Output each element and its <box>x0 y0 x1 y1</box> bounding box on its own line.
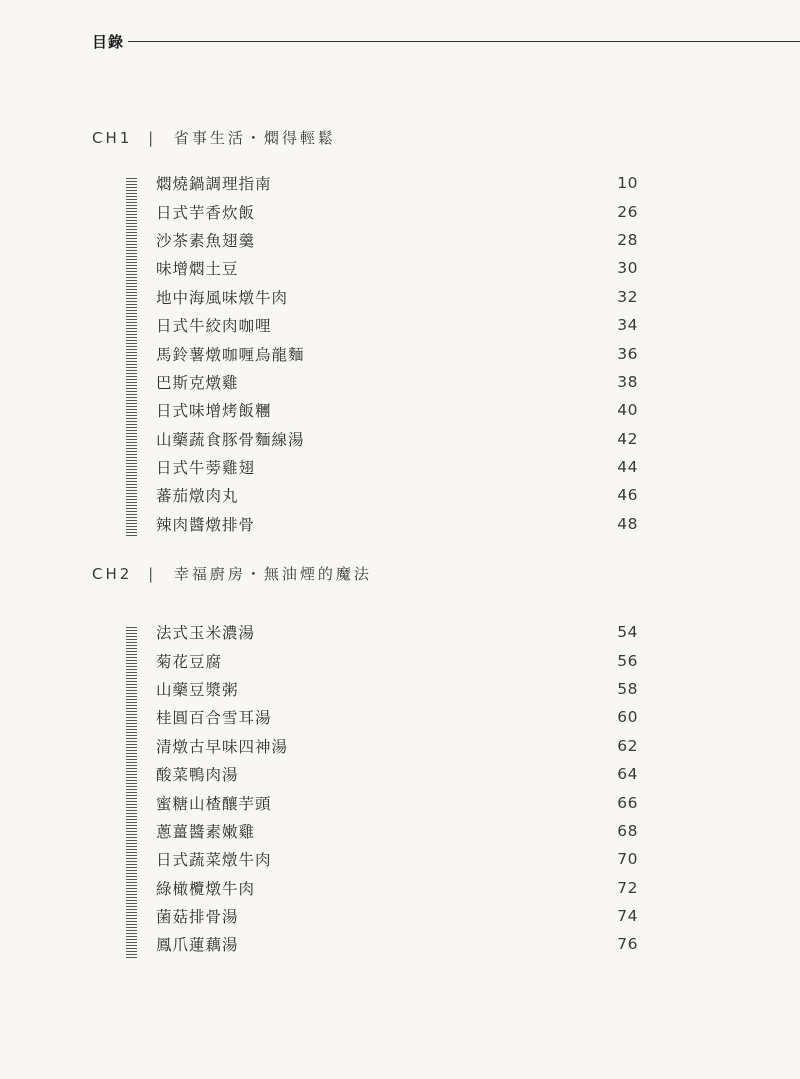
entry-page-number: 62 <box>617 736 638 755</box>
entry-title: 日式牛蒡雞翅 <box>156 459 256 478</box>
entry-page-number: 58 <box>617 679 638 698</box>
entry-title: 日式芋香炊飯 <box>156 203 256 222</box>
entry-title: 巴斯克燉雞 <box>156 373 239 392</box>
toc-entry[interactable] <box>126 845 638 873</box>
entry-page-number: 44 <box>617 458 638 477</box>
toc-entry[interactable] <box>126 368 638 396</box>
chapter-heading[interactable] <box>92 563 800 585</box>
entry-title: 清燉古早味四神湯 <box>156 737 289 756</box>
toc-entry[interactable] <box>126 874 638 902</box>
toc-entry[interactable] <box>126 732 638 760</box>
entry-title: 日式味增烤飯糰 <box>156 402 272 421</box>
toc-entry[interactable] <box>126 197 638 225</box>
entry-page-number: 68 <box>617 821 638 840</box>
entry-title: 桂圓百合雪耳湯 <box>156 709 272 728</box>
toc-entry[interactable] <box>126 254 638 282</box>
entry-page-number: 26 <box>617 202 638 221</box>
toc-entry[interactable] <box>126 311 638 339</box>
entry-title: 蕃茄燉肉丸 <box>156 487 239 506</box>
entry-page-number: 66 <box>617 793 638 812</box>
entry-title: 蜜糖山楂釀芋頭 <box>156 794 272 813</box>
toc-entry[interactable] <box>126 453 638 481</box>
header-rule <box>128 41 800 42</box>
chapter-separator: | <box>148 129 157 147</box>
toc-entry[interactable] <box>126 425 638 453</box>
toc-header <box>92 31 800 52</box>
entry-title: 山藥豆漿粥 <box>156 680 239 699</box>
entry-title: 馬鈴薯燉咖喱烏龍麵 <box>156 345 305 364</box>
entry-title: 日式牛絞肉咖哩 <box>156 317 272 336</box>
chapter-number: CH2 <box>92 565 133 583</box>
toc-entry[interactable] <box>126 169 638 197</box>
chapter-2-entries <box>126 618 638 959</box>
toc-entry[interactable] <box>126 481 638 509</box>
entry-title: 辣肉醬燉排骨 <box>156 515 256 534</box>
toc-entry[interactable] <box>126 283 638 311</box>
entry-page-number: 42 <box>617 429 638 448</box>
entry-page-number: 60 <box>617 708 638 727</box>
chapter-2 <box>92 563 800 955</box>
entry-title: 味增燜土豆 <box>156 260 239 279</box>
toc-entry[interactable] <box>126 703 638 731</box>
entry-title: 蔥薑醬素嫩雞 <box>156 822 256 841</box>
entry-title: 地中海風味燉牛肉 <box>156 288 289 307</box>
toc-entry[interactable] <box>126 930 638 958</box>
entry-title: 鳳爪蓮藕湯 <box>156 936 239 955</box>
entry-page-number: 46 <box>617 486 638 505</box>
toc-entry[interactable] <box>126 396 638 424</box>
toc-entry[interactable] <box>126 675 638 703</box>
entry-page-number: 74 <box>617 907 638 926</box>
entry-title: 沙茶素魚翅羹 <box>156 231 256 250</box>
entry-title: 酸菜鴨肉湯 <box>156 766 239 785</box>
entry-page-number: 30 <box>617 259 638 278</box>
toc-entry[interactable] <box>126 510 638 538</box>
chapter-separator: | <box>148 565 157 583</box>
entry-page-number: 32 <box>617 287 638 306</box>
entry-page-number: 10 <box>617 174 638 193</box>
chapter-heading[interactable] <box>92 127 800 149</box>
entry-title: 綠橄欖燉牛肉 <box>156 879 256 898</box>
entry-page-number: 64 <box>617 765 638 784</box>
entry-page-number: 34 <box>617 316 638 335</box>
entry-title: 法式玉米濃湯 <box>156 624 256 643</box>
toc-entry[interactable] <box>126 618 638 646</box>
entry-page-number: 38 <box>617 372 638 391</box>
toc-entry[interactable] <box>126 788 638 816</box>
entry-list <box>126 169 638 538</box>
entry-page-number: 70 <box>617 850 638 869</box>
toc-entry[interactable] <box>126 339 638 367</box>
entry-title: 山藥蔬食豚骨麵線湯 <box>156 430 305 449</box>
entry-page-number: 54 <box>617 623 638 642</box>
toc-entry[interactable] <box>126 760 638 788</box>
entry-page-number: 48 <box>617 514 638 533</box>
toc-entry[interactable] <box>126 226 638 254</box>
chapter-title: 幸福廚房・無油煙的魔法 <box>173 565 372 583</box>
toc-entry[interactable] <box>126 817 638 845</box>
entry-page-number: 56 <box>617 651 638 670</box>
entry-title: 菌菇排骨湯 <box>156 908 239 927</box>
entry-title: 燜燒鍋調理指南 <box>156 175 272 194</box>
toc-entry[interactable] <box>126 902 638 930</box>
chapter-number: CH1 <box>92 129 133 147</box>
entry-title: 菊花豆腐 <box>156 652 223 671</box>
chapter-title: 省事生活・燜得輕鬆 <box>173 129 336 147</box>
entry-page-number: 28 <box>617 230 638 249</box>
toc-entry[interactable] <box>126 646 638 674</box>
chapter-1 <box>92 127 800 534</box>
entry-page-number: 72 <box>617 878 638 897</box>
entry-title: 日式蔬菜燉牛肉 <box>156 851 272 870</box>
chapter-1-entries <box>126 169 638 538</box>
page-title: 目錄 <box>92 33 125 51</box>
entry-page-number: 76 <box>617 935 638 954</box>
entry-page-number: 40 <box>617 401 638 420</box>
entry-page-number: 36 <box>617 344 638 363</box>
entry-list <box>126 618 638 959</box>
